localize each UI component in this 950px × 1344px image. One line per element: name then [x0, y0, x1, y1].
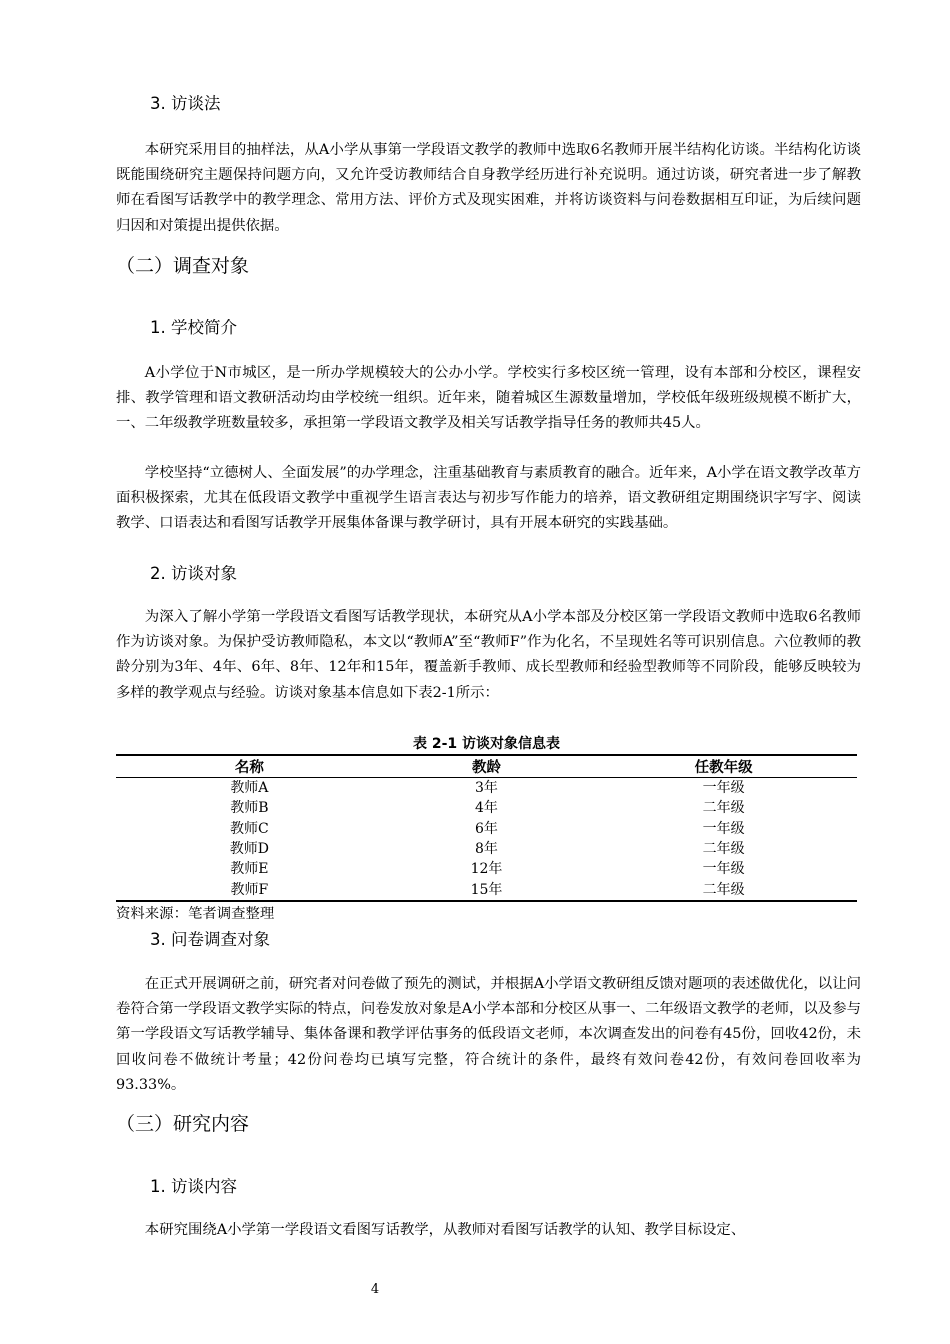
cell-name: 教师D — [229, 841, 269, 858]
page-number: 4 — [370, 1282, 380, 1297]
interview-method-heading: 3. 访谈法 — [150, 94, 221, 113]
research-content-heading: （三）研究内容 — [116, 1113, 250, 1135]
questionnaire-paragraph: 在正式开展调研之前，研究者对问卷做了预先的测试，并根据A小学语文教研组反馈对题项的表述做优化，以让问卷符合第一学段语文教学实际的特点，问卷发放对象是A小学本部和分校区从事一、二年级语文教学的老师，以及参与第一学段语文写话教学辅导、集体备课和教学评估事务的低段语文老师，本次调查发出的问卷有45份，回收42份，未回收问卷不做统计考量；42份问卷均已填写完整，符合统计的条件，最终有效问卷42份，有效问卷回收率为93.33%。 — [116, 976, 861, 1093]
cell-grade: 二年级 — [702, 841, 745, 858]
cell-years: 12年 — [470, 861, 503, 878]
cell-name: 教师E — [230, 861, 269, 878]
survey-subjects-heading: （二）调查对象 — [116, 255, 250, 277]
cell-name: 教师C — [230, 820, 269, 837]
column-header-name: 名称 — [116, 755, 383, 778]
table-header-row — [116, 755, 857, 778]
table-row — [116, 859, 857, 879]
school-intro-paragraph-2: 学校坚持“立德树人、全面发展”的办学理念，注重基础教育与素质教育的融合。近年来，A小学在语文教学改革方面积极探索，尤其在低段语文教学中重视学生语言表达与初步写作能力的培养，语文教研组定期围绕识字写字、阅读教学、口语表达和看图写话教学开展集体备课与教学研讨，具有开展本研究的实践基础。 — [116, 465, 861, 532]
cell-name: 教师F — [116, 879, 383, 900]
cell-name: 教师B — [230, 800, 269, 817]
interview-method-paragraph: 本研究采用目的抽样法，从A小学从事第一学段语文教学的教师中选取6名教师开展半结构化访谈。半结构化访谈既能围绕研究主题保持问题方向，又允许受访教师结合自身教学经历进行补充说明。通过访谈，研究者进一步了解教师在看图写话教学中的教学理念、常用方法、评价方式及现实困难，并将访谈资料与问卷数据相互印证，为后续问题归因和对策提出提供依据。 — [116, 142, 861, 234]
cell-years: 4年 — [475, 800, 498, 817]
column-header-grade: 任教年级 — [590, 755, 857, 778]
school-intro-heading: 1. 学校简介 — [150, 318, 237, 337]
school-intro-paragraph-1: A小学位于N市城区，是一所办学规模较大的公办小学。学校实行多校区统一管理，设有本部和分校区，课程安排、教学管理和语文教研活动均由学校统一组织。近年来，随着城区生源数量增加，学校低年级班级规模不断扩大，一、二年级教学班数量较多，承担第一学段语文教学及相关写话教学指导任务的教师共45人。 — [116, 365, 861, 432]
cell-grade: 一年级 — [702, 861, 745, 878]
interviewees-paragraph: 为深入了解小学第一学段语文看图写话教学现状，本研究从A小学本部及分校区第一学段语文教师中选取6名教师作为访谈对象。为保护受访教师隐私，本文以“教师A”至“教师F”作为化名，不呈现姓名等可识别信息。六位教师的教龄分别为3年、4年、6年、8年、12年和15年，覆盖新手教师、成长型教师和经验型教师等不同阶段，能够反映较为多样的教学观点与经验。访谈对象基本信息如下表2-1所示： — [116, 609, 861, 701]
interviewees-heading: 2. 访谈对象 — [150, 564, 237, 583]
table-source-note: 资料来源：笔者调查整理 — [116, 906, 275, 922]
interviewee-info-table — [116, 754, 857, 902]
interview-content-paragraph: 本研究围绕A小学第一学段语文看图写话教学，从教师对看图写话教学的认知、教学目标设定、 — [144, 1222, 746, 1238]
interview-content-heading: 1. 访谈内容 — [150, 1177, 237, 1196]
table-row — [116, 798, 857, 818]
cell-years: 6年 — [475, 820, 498, 837]
table-row — [116, 839, 857, 859]
table-row — [116, 778, 857, 799]
table-row — [116, 879, 857, 900]
column-header-years: 教龄 — [383, 755, 590, 778]
table-caption: 表 2-1 访谈对象信息表 — [412, 736, 561, 752]
cell-grade: 二年级 — [702, 800, 745, 817]
cell-grade: 二年级 — [590, 879, 857, 900]
cell-name: 教师A — [230, 780, 269, 797]
cell-grade: 一年级 — [702, 780, 745, 797]
questionnaire-heading: 3. 问卷调查对象 — [150, 930, 270, 949]
cell-grade: 一年级 — [702, 820, 745, 837]
table-row — [116, 819, 857, 839]
cell-years: 8年 — [475, 841, 498, 858]
cell-years: 3年 — [475, 780, 498, 797]
cell-years: 15年 — [383, 879, 590, 900]
